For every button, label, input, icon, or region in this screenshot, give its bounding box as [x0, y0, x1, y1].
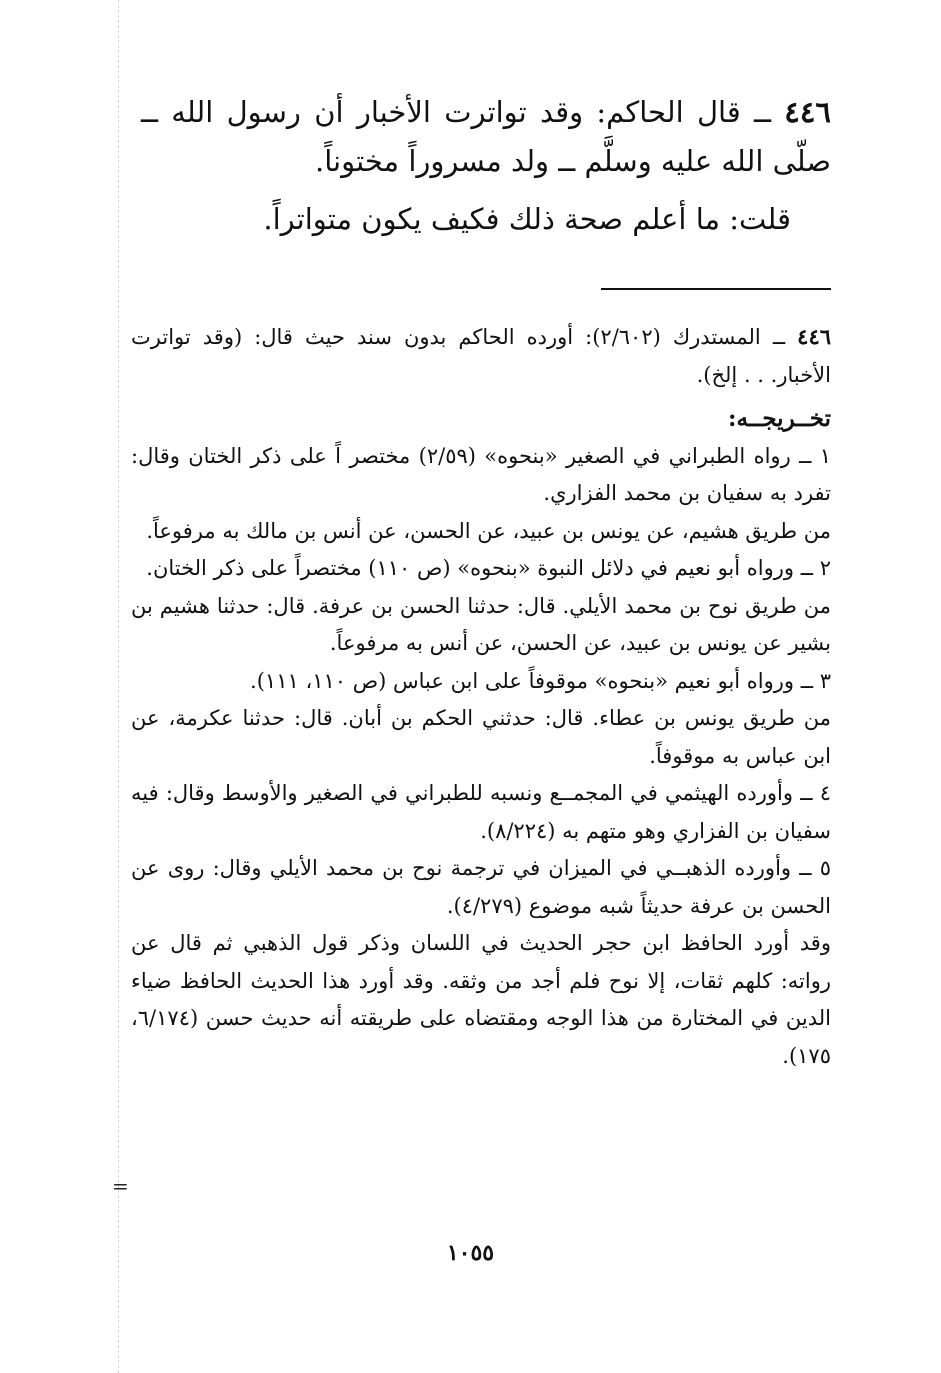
takhrij-line: ٤ ــ وأورده الهيثمي في المجمــع ونسبه للطبراني في الصغير والأوسط وقال: فيه سفيان بن الفزاري وهو متهم به (٨/٢٢٤).: [131, 781, 831, 843]
footnote-intro: ٤٤٦ ــ المستدرك (٢/٦٠٢): أورده الحاكم بدون سند حيث قال: (وقد تواترت الأخبار. . . إلخ).: [131, 324, 832, 387]
hadith-number: ٤٤٦: [784, 95, 831, 129]
main-text: [141, 88, 831, 244]
author-comment: قلت: ما أعلم صحة ذلك فكيف يكون متواتراً.: [263, 202, 791, 236]
takhrij-line: وقد أورد الحافظ ابن حجر الحديث في اللسان وذكر قول الذهبي ثم قال عن رواته: كلهم ثقات، إلا نوح فلم أجد من وثقه. وقد أورد هذا الحديث الحافظ ضياء الدين في المختارة من هذا الوجه ومقتضاه على طريقته أنه حديث حسن (٦/١٧٤، ١٧٥).: [131, 931, 831, 1068]
takhrij-line: ٣ ــ ورواه أبو نعيم «بنحوه» موقوفاً على ابن عباس (ص ١١٠، ١١١).: [250, 668, 831, 693]
page-number: ١٠٥٥: [446, 1240, 495, 1266]
continuation-mark: =: [112, 1174, 129, 1198]
main-paragraph: ٤٤٦ ــ قال الحاكم: وقد تواترت الأخبار أن رسول الله ــ صلّى الله عليه وسلَّم ــ ولد مسروراً مختوناً.: [141, 95, 831, 178]
takhrij-line: ٥ ــ وأورده الذهبــي في الميزان في ترجمة نوح بن محمد الأيلي وقال: روى عن الحسن بن عرفة حديثاً شبه موضوع (٤/٢٧٩).: [131, 856, 831, 918]
footnote-intro-text: المستدرك (٢/٦٠٢): أورده الحاكم بدون سند حيث قال: (وقد تواترت الأخبار. . . إلخ).: [131, 325, 831, 387]
takhrij-lines: [131, 438, 831, 1076]
footnotes: [131, 318, 831, 1075]
hadith-text: قال الحاكم: وقد تواترت الأخبار أن رسول الله ــ صلّى الله عليه وسلَّم ــ ولد مسروراً مختوناً.: [141, 95, 831, 178]
binding-gutter-line: [118, 0, 119, 1373]
takhrij-heading: تخــريجــه:: [728, 405, 831, 432]
takhrij-line: ٢ ــ ورواه أبو نعيم في دلائل النبوة «بنحوه» (ص ١١٠) مختصراً على ذكر الختان.: [146, 556, 831, 580]
takhrij-line: من طريق نوح بن محمد الأيلي. قال: حدثنا الحسن بن عرفة. قال: حدثنا هشيم بن بشير عن يونس بن عبيد، عن الحسن، عن أنس به مرفوعاً.: [131, 593, 831, 655]
takhrij-line: من طريق هشيم، عن يونس بن عبيد، عن الحسن، عن أنس بن مالك به مرفوعاً.: [146, 518, 831, 543]
footnote-number: ٤٤٦: [797, 324, 832, 349]
takhrij-line: ١ ــ رواه الطبراني في الصغير «بنحوه» (٢/٥٩) مختصر اً على ذكر الختان وقال: تفرد به سفيان بن محمد الفزاري.: [131, 443, 831, 505]
footnote-separator: [601, 288, 831, 290]
takhrij-line: من طريق يونس بن عطاء. قال: حدثني الحكم بن أبان. قال: حدثنا عكرمة، عن ابن عباس به موقوفاً.: [131, 706, 831, 768]
